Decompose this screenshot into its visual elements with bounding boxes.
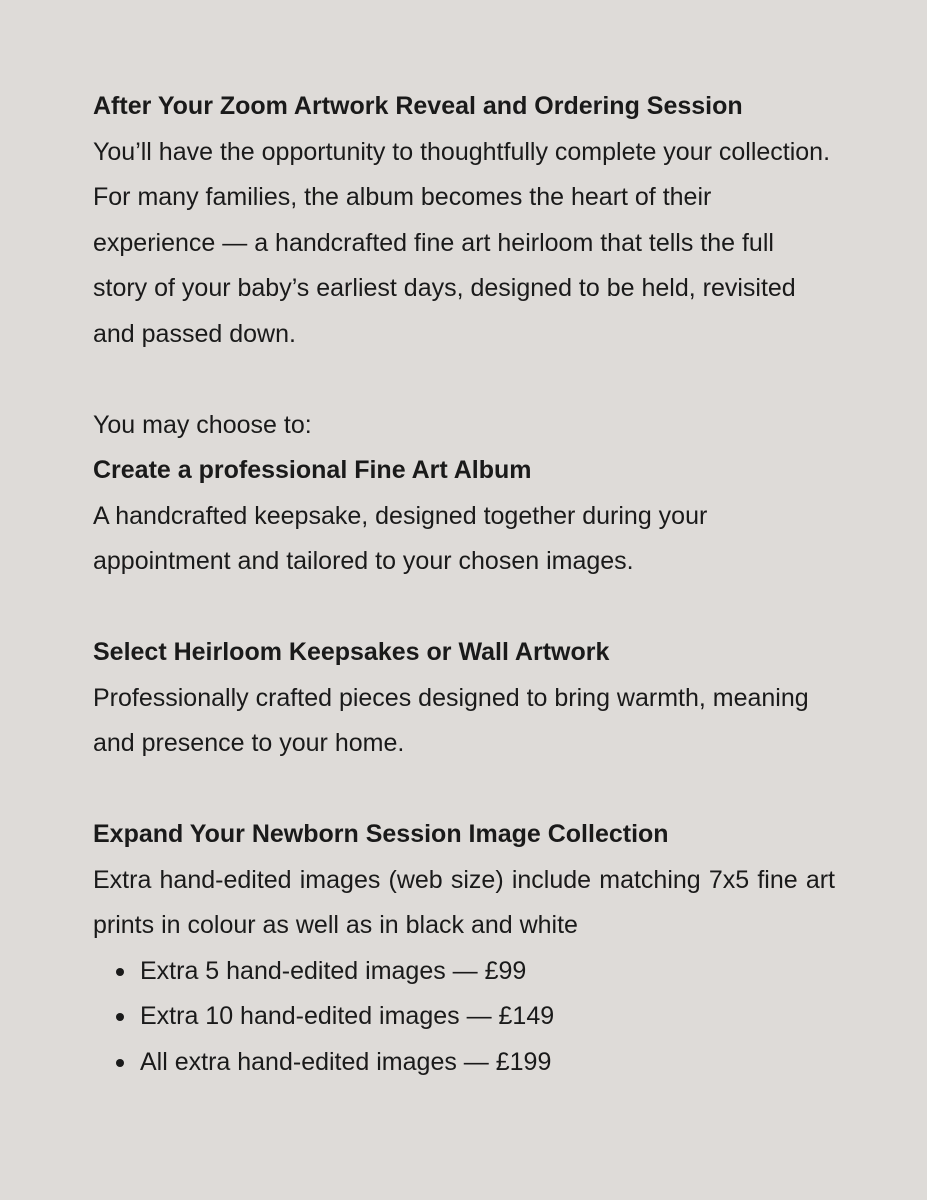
price-item-label: Extra 5 hand-edited images — £99 xyxy=(140,956,527,985)
price-item-label: Extra 10 hand-edited images — £149 xyxy=(140,1002,555,1030)
bullet-icon xyxy=(116,968,124,976)
fine-art-album-description: A handcrafted keepsake, designed together during your appointment and tailored to your chosen images. xyxy=(93,501,708,575)
intro-paragraph-album: For many families, the album becomes the heart of their experience — a handcrafted fine art heirloom that tells the full story of your baby’s earliest days, designed to be held, revisited and passed down. xyxy=(93,183,796,348)
bullet-icon xyxy=(116,1013,124,1021)
expand-collection-description: Extra hand-edited images (web size) include matching 7x5 fine art prints in colour as well as in black and white xyxy=(93,865,835,939)
price-item-label: All extra hand-edited images — £199 xyxy=(140,1047,552,1076)
section-heading-keepsakes: Select Heirloom Keepsakes or Wall Artwork xyxy=(93,638,610,666)
list-item xyxy=(93,994,835,1040)
section-heading-fine-art-album: Create a professional Fine Art Album xyxy=(93,456,532,484)
price-list xyxy=(93,949,835,1086)
spacer xyxy=(93,767,835,813)
section-heading-expand-collection: Expand Your Newborn Session Image Collection xyxy=(93,820,669,848)
bullet-icon xyxy=(116,1059,124,1067)
document-page xyxy=(93,84,835,1085)
choices-lead: You may choose to: xyxy=(93,410,312,439)
spacer xyxy=(93,357,835,403)
spacer xyxy=(93,585,835,631)
list-item xyxy=(93,949,835,995)
section-heading-ordering-session: After Your Zoom Artwork Reveal and Ordering Session xyxy=(93,92,743,120)
intro-paragraph-collection: You’ll have the opportunity to thoughtfully complete your collection. xyxy=(93,137,831,166)
list-item xyxy=(93,1040,835,1086)
keepsakes-description: Professionally crafted pieces designed to bring warmth, meaning and presence to your home. xyxy=(93,683,809,757)
